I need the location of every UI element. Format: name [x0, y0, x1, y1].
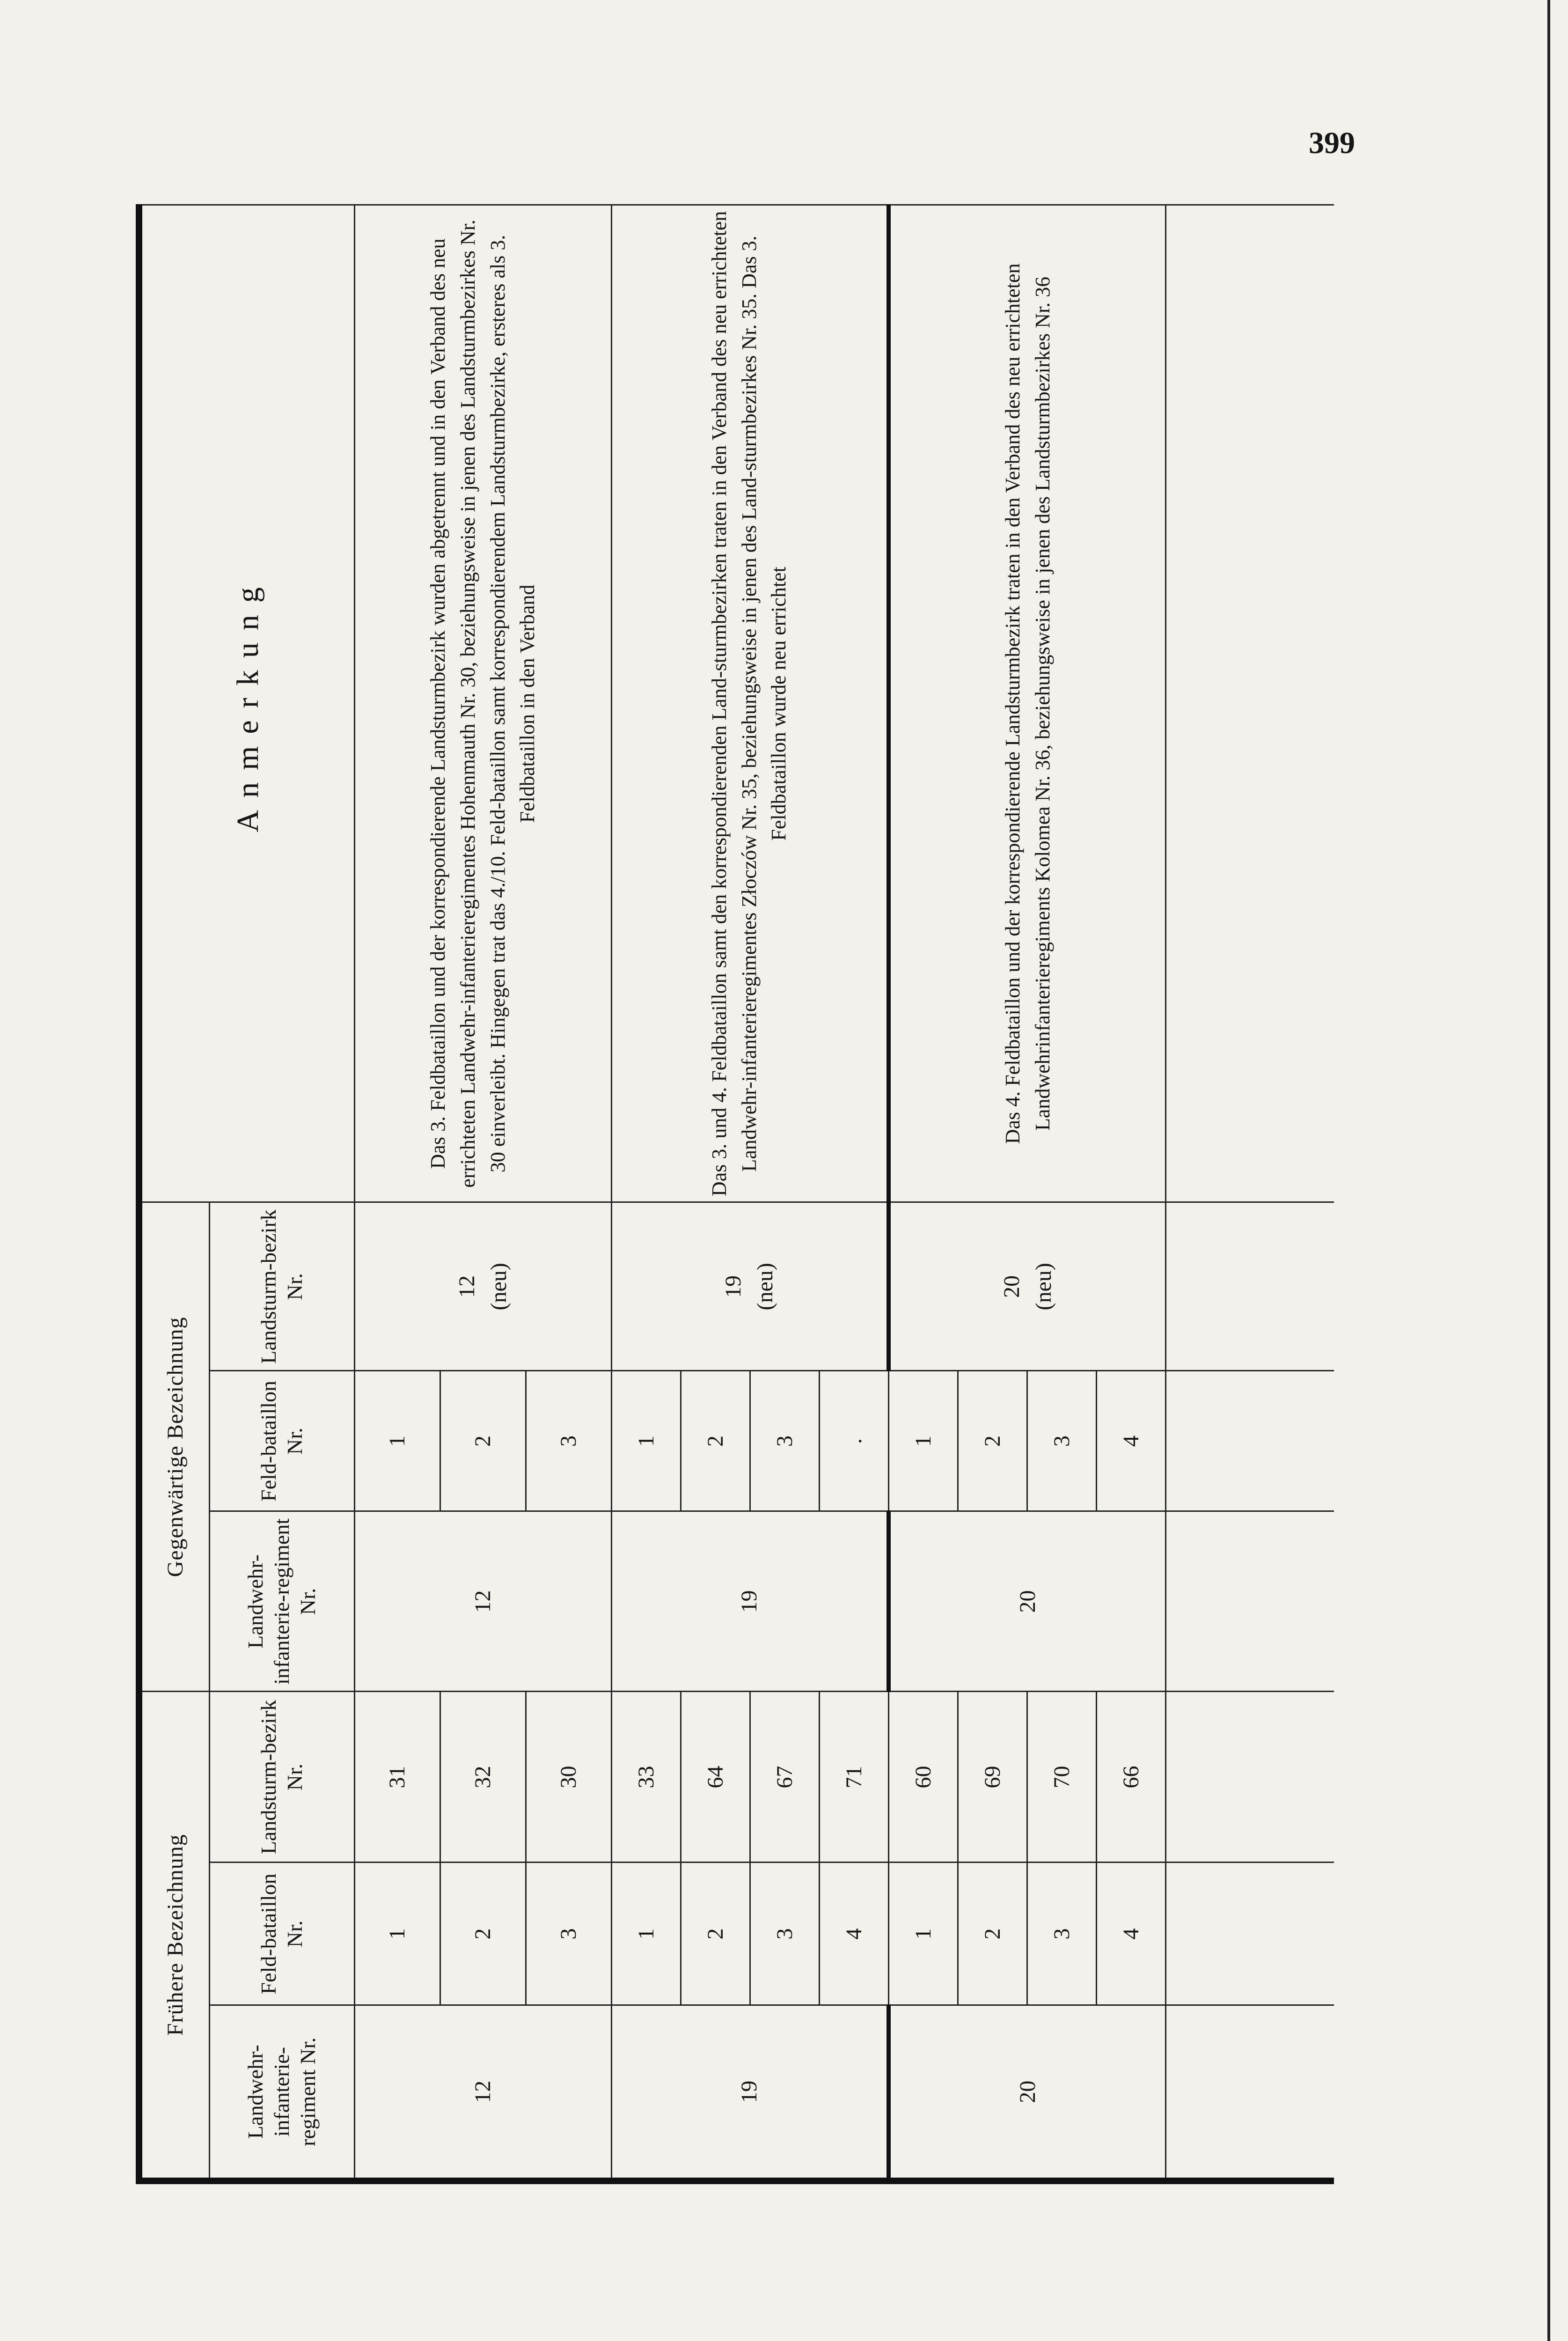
new-bataillon-cell: 3 — [526, 1371, 611, 1511]
old-bezirk-cell: 33 — [611, 1692, 681, 1862]
new-bezirk-cell — [888, 1202, 1165, 1371]
new-bezirk-cell — [611, 1202, 888, 1371]
header-anmerkung: Anmerkung — [139, 205, 354, 1202]
new-bataillon-cell: 1 — [611, 1371, 681, 1511]
table-row — [611, 205, 681, 2181]
new-bezirk-cell — [354, 1202, 611, 1371]
old-bezirk-cell: 32 — [440, 1692, 526, 1862]
old-bataillon-cell: 1 — [611, 1862, 681, 2005]
old-bataillon-cell: 4 — [1096, 1862, 1165, 2005]
header-new-landsturmbezirk: Landsturm-bezirk Nr. — [209, 1202, 354, 1371]
header-old-landwehr: Landwehr-infanterie-regiment Nr. — [209, 2005, 354, 2181]
old-bezirk-cell: 66 — [1096, 1692, 1165, 1862]
header-fruehere: Frühere Bezeichnung — [139, 1692, 209, 2181]
new-bezirk-note: (neu) — [752, 1263, 777, 1310]
new-bataillon-cell: 1 — [888, 1371, 958, 1511]
new-bezirk-note: (neu) — [486, 1263, 511, 1310]
anmerkung-cell: Das 3. Feldbataillon und der korrespondierende Landsturmbezirk wurden abgetrennt und in den Verband des neu errichteten Landwehr-infanterieregimentes Hohenmauth Nr. 30, beziehungsweise in jenen des Landsturmbezirkes Nr. 30 einverleibt. Hingegen trat das 4./10. Feld-bataillon samt korrespondierendem Landsturmbezirke, ersteres als 3. Feldbataillon in den Verband — [354, 205, 611, 1202]
old-regiment-cell: 12 — [354, 2005, 611, 2181]
new-bataillon-cell: 1 — [354, 1371, 440, 1511]
old-bezirk-cell: 30 — [526, 1692, 611, 1862]
new-bataillon-cell: 2 — [681, 1371, 750, 1511]
table-row — [888, 205, 958, 2181]
old-bataillon-cell: 2 — [681, 1862, 750, 2005]
old-bataillon-cell: 1 — [888, 1862, 958, 2005]
old-regiment-cell: 19 — [611, 2005, 888, 2181]
table-row-empty — [1165, 205, 1334, 2181]
new-regiment-cell: 20 — [888, 1511, 1165, 1692]
old-bataillon-cell: 3 — [526, 1862, 611, 2005]
old-bataillon-cell: 2 — [440, 1862, 526, 2005]
page-edge-line — [1547, 0, 1550, 2341]
new-regiment-cell: 19 — [611, 1511, 888, 1692]
new-bataillon-cell: 3 — [750, 1371, 819, 1511]
new-bataillon-cell: 3 — [1027, 1371, 1096, 1511]
old-bezirk-cell: 31 — [354, 1692, 440, 1862]
old-bataillon-cell: 4 — [819, 1862, 888, 2005]
table-row — [354, 205, 440, 2181]
new-regiment-cell: 12 — [354, 1511, 611, 1692]
new-bezirk-note: (neu) — [1031, 1263, 1056, 1310]
anmerkung-cell: Das 3. und 4. Feldbataillon samt den korrespondierenden Land-sturmbezirken traten in den Verband des neu errichteten Landwehr-infanterieregimentes Złoczów Nr. 35, beziehungsweise in jenen des Land-sturmbezirkes Nr. 35. Das 3. Feldbataillon wurde neu errichtet — [611, 205, 888, 1202]
header-gegenwaertige: Gegenwärtige Bezeichnung — [139, 1202, 209, 1692]
header-old-landsturmbezirk: Landsturm-bezirk Nr. — [209, 1692, 354, 1862]
page-number: 399 — [1309, 126, 1355, 160]
new-bataillon-cell: 4 — [1096, 1371, 1165, 1511]
regiment-table — [136, 204, 1334, 2184]
old-bataillon-cell: 3 — [750, 1862, 819, 2005]
old-bezirk-cell: 71 — [819, 1692, 888, 1862]
old-bezirk-cell: 60 — [888, 1692, 958, 1862]
new-bataillon-cell: 2 — [440, 1371, 526, 1511]
old-bezirk-cell: 67 — [750, 1692, 819, 1862]
new-bataillon-cell: . — [819, 1371, 888, 1511]
old-regiment-cell: 20 — [888, 2005, 1165, 2181]
new-bataillon-cell: 2 — [958, 1371, 1027, 1511]
old-bataillon-cell: 1 — [354, 1862, 440, 2005]
old-bezirk-cell: 69 — [958, 1692, 1027, 1862]
old-bataillon-cell: 2 — [958, 1862, 1027, 2005]
anmerkung-cell: Das 4. Feldbataillon und der korrespondierende Landsturmbezirk traten in den Verband des neu errichteten Landwehrinfanterieregiments Kolomea Nr. 36, beziehungsweise in jenen des Landsturmbezirkes Nr. 36 — [888, 205, 1165, 1202]
new-bezirk-number: 20 — [999, 1275, 1025, 1298]
old-bataillon-cell: 3 — [1027, 1862, 1096, 2005]
header-old-feldbataillon: Feld-bataillon Nr. — [209, 1862, 354, 2005]
old-bezirk-cell: 64 — [681, 1692, 750, 1862]
new-bezirk-number: 12 — [454, 1275, 480, 1298]
rotated-table-container — [136, 208, 1334, 2184]
header-new-landwehr: Landwehr-infanterie-regiment Nr. — [209, 1511, 354, 1692]
old-bezirk-cell: 70 — [1027, 1692, 1096, 1862]
header-new-feldbataillon: Feld-bataillon Nr. — [209, 1371, 354, 1511]
new-bezirk-number: 19 — [721, 1275, 746, 1298]
